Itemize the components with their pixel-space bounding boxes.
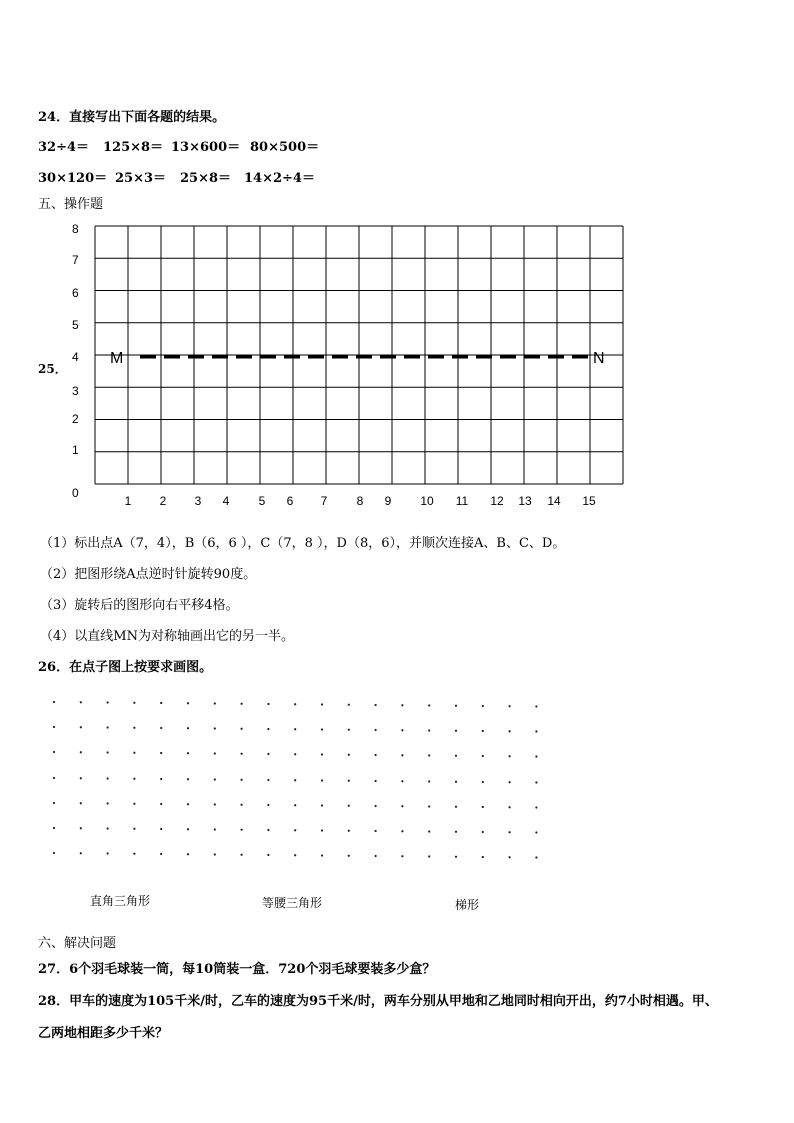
grid-dot [375,780,377,782]
grid-dot [53,852,55,854]
q24-expr-3: 13×600＝ [171,140,241,155]
section-6-title: 六、解决问题 [38,936,117,951]
grid-dot [107,827,109,829]
section-5-title: 五、操作题 [38,197,104,212]
grid-dot [482,831,484,833]
grid-dot [160,853,162,855]
grid-dot [401,855,403,857]
dot-grid [0,680,794,870]
q24-expr-6: 25×3＝ [115,171,167,186]
y-tick-label: 6 [72,286,79,300]
grid-dot [535,755,537,757]
grid-dot [80,777,82,779]
grid-dot [80,701,82,703]
q25-item-2: （2）把图形绕A点逆时针旋转90度。 [40,567,257,582]
grid-lines [95,226,623,484]
q28-line-2: 乙两地相距多少千米？ [38,1026,169,1041]
grid-dot [428,855,430,857]
q25-number: 25． [38,362,67,376]
q25-grid-figure [0,0,794,520]
grid-dot [214,727,216,729]
grid-dot [160,803,162,805]
grid-dot [53,802,55,804]
grid-dot [375,729,377,731]
grid-dot [294,854,296,856]
grid-dot [401,754,403,756]
grid-dot [401,780,403,782]
grid-dot [321,728,323,730]
grid-dot [455,806,457,808]
grid-dot [482,856,484,858]
grid-dot [375,830,377,832]
grid-dot [241,753,243,755]
x-tick-label: 4 [222,494,230,508]
grid-dot [267,728,269,730]
grid-dot [294,753,296,755]
grid-dot [160,828,162,830]
grid-dot [401,805,403,807]
x-tick-label: 10 [420,494,434,508]
grid-dot [509,806,511,808]
x-tick-label: 3 [194,494,202,508]
grid-dot [375,754,377,756]
grid-dot [535,831,537,833]
grid-dot [535,856,537,858]
q25-item-1: （1）标出点A（7，4），B（6，6 ），C（7，8 ），D（8，6），并顺次连接A、B、C、D。 [40,536,566,551]
grid-dot [455,856,457,858]
grid-dot [267,804,269,806]
grid-dot [294,804,296,806]
point-n-label: N [593,350,605,367]
grid-dot [241,703,243,705]
x-tick-label: 8 [356,494,364,508]
grid-dot [509,705,511,707]
grid-dot [294,779,296,781]
grid-dot [187,803,189,805]
grid-dot [214,828,216,830]
grid-dot [535,781,537,783]
grid-dot [348,830,350,832]
grid-dot [321,854,323,856]
grid-dot [80,802,82,804]
y-tick-label: 4 [72,350,79,364]
grid-dot [133,828,135,830]
grid-dot [428,780,430,782]
grid-dot [53,701,55,703]
grid-dot [214,778,216,780]
grid-dot [348,855,350,857]
grid-dot [241,779,243,781]
q24-expr-8: 14×2÷4＝ [244,171,315,186]
grid-dot [53,777,55,779]
grid-dot [455,730,457,732]
grid-dot [348,754,350,756]
grid-dot [187,702,189,704]
grid-dot [482,806,484,808]
grid-dot [375,805,377,807]
y-tick-label: 8 [72,222,79,236]
x-tick-label: 7 [320,494,328,508]
x-tick-label: 12 [490,494,504,508]
y-tick-label: 0 [72,486,79,500]
x-tick-label: 15 [582,494,596,508]
q26-title: 26．在点子图上按要求画图。 [38,660,213,675]
grid-dot [482,781,484,783]
q28-line-1: 28．甲车的速度为105千米/时，乙车的速度为95千米/时，两车分别从甲地和乙地同时相向开出，约7小时相遇。甲、 [38,994,718,1009]
grid-dot [321,804,323,806]
grid-dot [53,726,55,728]
label-right-triangle: 直角三角形 [90,894,151,908]
grid-dot [80,827,82,829]
grid-dot [294,829,296,831]
grid-dot [133,752,135,754]
x-tick-label: 6 [286,494,294,508]
x-tick-label: 1 [124,494,132,508]
grid-dot [401,704,403,706]
q24-expr-4: 80×500＝ [250,140,320,155]
grid-dot [160,727,162,729]
grid-dot [53,827,55,829]
grid-dot [535,705,537,707]
grid-dot [267,703,269,705]
grid-dot [214,803,216,805]
y-tick-label: 3 [72,384,79,398]
grid-dot [107,726,109,728]
grid-dot [321,829,323,831]
grid-dot [80,852,82,854]
label-isosceles-triangle: 等腰三角形 [262,896,323,910]
y-tick-label: 1 [72,443,79,457]
grid-dot [428,729,430,731]
grid-dot [107,852,109,854]
grid-dot [187,778,189,780]
grid-dot [428,805,430,807]
grid-dot [535,806,537,808]
grid-dot [187,752,189,754]
x-tick-label: 5 [258,494,266,508]
grid-dot [428,830,430,832]
grid-dot [321,779,323,781]
grid-dot [482,730,484,732]
grid-dot [482,705,484,707]
grid-dot [160,752,162,754]
grid-dot [107,802,109,804]
grid-dot [348,729,350,731]
grid-dot [267,829,269,831]
point-m-label: M [110,350,124,367]
grid-dot [53,751,55,753]
x-tick-label: 11 [455,494,469,508]
q24-expr-1: 32÷4＝ [38,140,90,155]
x-tick-label: 2 [159,494,167,508]
grid-dot [321,703,323,705]
y-tick-label: 7 [72,253,79,267]
grid-dot [455,781,457,783]
grid-dot [294,728,296,730]
grid-dot [187,828,189,830]
grid-dot [267,779,269,781]
grid-dot [241,854,243,856]
q27-text: 27．6个羽毛球装一筒，每10筒装一盒．720个羽毛球要装多少盒？ [38,962,436,977]
grid-dot [133,853,135,855]
grid-dot [80,726,82,728]
grid-dot [214,853,216,855]
grid-dot [133,803,135,805]
grid-dot [294,703,296,705]
grid-dot [241,804,243,806]
q24-expr-7: 25×8＝ [180,171,232,186]
y-tick-label: 2 [72,412,79,426]
q24-title: 24．直接写出下面各题的结果。 [38,110,226,125]
grid-dot [348,704,350,706]
grid-dot [80,751,82,753]
grid-dot [267,854,269,856]
y-tick-label: 5 [72,318,79,332]
grid-dot [160,702,162,704]
grid-dot [348,805,350,807]
grid-dot [187,727,189,729]
grid-dot [509,856,511,858]
grid-dot [428,704,430,706]
grid-dot [509,755,511,757]
x-tick-label: 14 [547,494,561,508]
grid-dot [160,778,162,780]
q25-item-3: （3）旋转后的图形向右平移4格。 [40,598,239,613]
q24-expr-5: 30×120＝ [38,171,108,186]
grid-dot [107,701,109,703]
grid-dot [348,780,350,782]
q25-item-4: （4）以直线MN为对称轴画出它的另一半。 [40,629,294,644]
grid-dot [401,729,403,731]
grid-dot [375,704,377,706]
label-trapezoid: 梯形 [455,898,480,912]
grid-dot [509,781,511,783]
grid-dot [509,730,511,732]
grid-dot [133,702,135,704]
grid-dot [482,755,484,757]
x-axis-labels [125,494,596,508]
q24-expr-2: 125×8＝ [103,140,164,155]
grid-dot [455,705,457,707]
grid-dot [428,754,430,756]
grid-dot [321,753,323,755]
grid-dot [133,778,135,780]
grid-dot [187,853,189,855]
grid-dot [133,727,135,729]
grid-dot [241,829,243,831]
x-tick-label: 13 [518,494,532,508]
grid-dot [455,831,457,833]
grid-dot [214,752,216,754]
grid-dot [107,777,109,779]
x-tick-label: 9 [384,494,392,508]
y-axis-labels [72,222,79,500]
grid-dot [375,855,377,857]
grid-dot [401,830,403,832]
grid-dot [214,702,216,704]
grid-dot [509,831,511,833]
grid-dot [535,730,537,732]
grid-dot [107,751,109,753]
grid-dot [241,728,243,730]
grid-dot [267,753,269,755]
grid-dot [455,755,457,757]
